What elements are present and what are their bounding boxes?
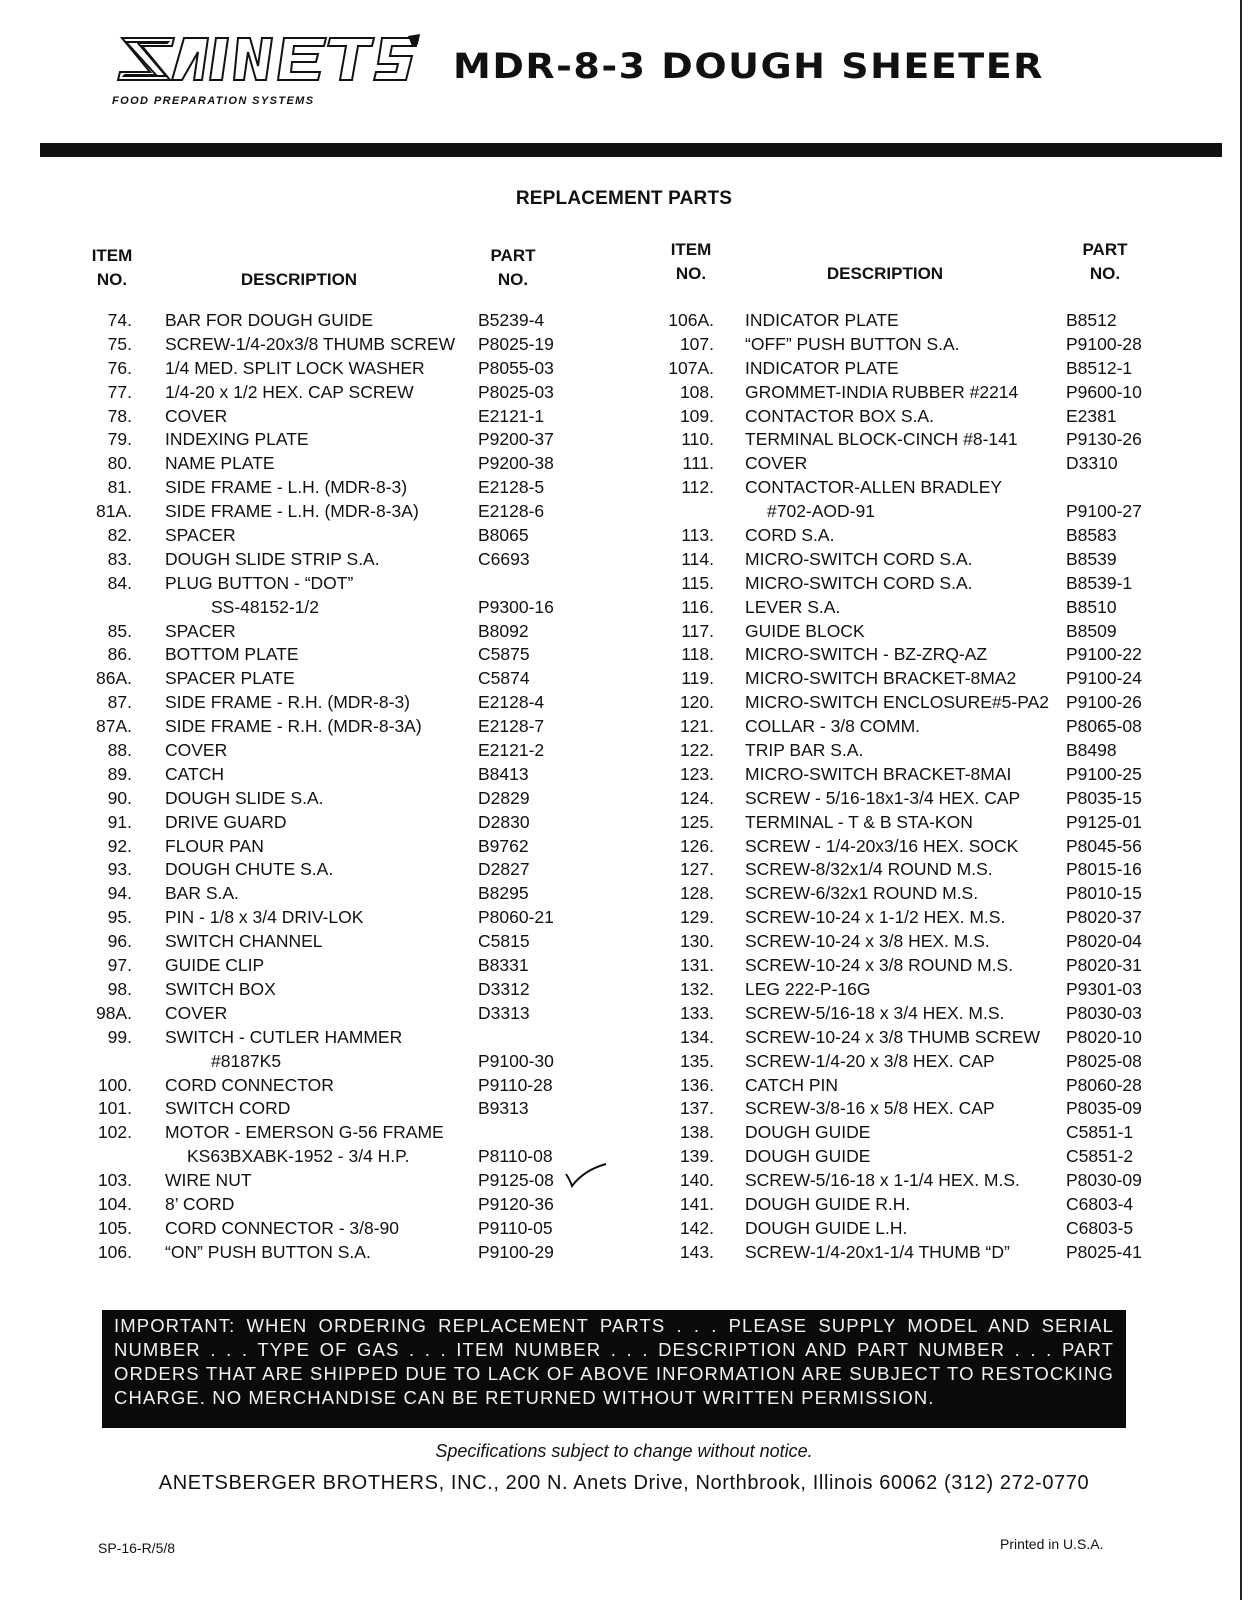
item-number: 76. — [107, 357, 132, 378]
parts-row — [0, 406, 1248, 430]
part-number: P9100-24 — [1066, 668, 1142, 689]
part-number: P8020-37 — [1066, 907, 1142, 928]
item-number: 103. — [97, 1170, 132, 1191]
part-number: P9130-26 — [1066, 429, 1142, 450]
item-description: GUIDE BLOCK — [745, 620, 865, 641]
item-number: 95. — [107, 907, 132, 928]
item-number: 77. — [107, 381, 132, 402]
item-description: SCREW-6/32x1 ROUND M.S. — [745, 883, 979, 904]
specs-note: Specifications subject to change without notice. — [435, 1441, 813, 1461]
item-description: MICRO-SWITCH ENCLOSURE#5-PA2 — [745, 692, 1050, 713]
item-description: MICRO-SWITCH BRACKET-8MAI — [745, 763, 1012, 784]
part-number: B8498 — [1066, 740, 1117, 761]
item-number: 124. — [679, 787, 714, 808]
header-part-line1: PART — [1082, 240, 1128, 259]
item-number: 78. — [107, 405, 132, 426]
item-number: 89. — [107, 763, 132, 784]
item-number: 83. — [107, 548, 132, 569]
part-number: P9200-38 — [478, 453, 554, 474]
item-number: 107. — [679, 333, 714, 354]
item-description: COLLAR - 3/8 COMM. — [745, 716, 921, 737]
item-number: 113. — [681, 525, 714, 546]
item-number: 111. — [682, 453, 714, 474]
parts-row — [0, 549, 1248, 573]
item-number: 79. — [107, 429, 132, 450]
part-number: B8331 — [478, 955, 529, 976]
item-number: 91. — [107, 811, 132, 832]
important-notice: IMPORTANT: WHEN ORDERING REPLACEMENT PARTS . . . PLEASE SUPPLY MODEL AND SERIAL NUMBER . . . TYPE OF GAS . . . ITEM NUMBER . . . DESCRIPTION AND PART NUMBER . . . PART ORDERS THAT ARE SHIPPED DUE TO LACK OF ABOVE INFORMATION ARE SUBJECT TO RESTOCKING CHARGE. NO MERCHANDISE CAN BE RETURNED WITHOUT WRITTEN PERMISSION. — [102, 1310, 1126, 1428]
part-number: B5239-4 — [478, 310, 545, 330]
part-number: B8092 — [478, 620, 529, 641]
item-description: CORD CONNECTOR — [165, 1074, 334, 1095]
parts-row — [0, 1194, 1248, 1218]
item-number: 129. — [679, 907, 714, 928]
part-number: P8110-08 — [478, 1146, 553, 1167]
item-number: 81. — [107, 477, 132, 498]
part-number: B8065 — [478, 525, 529, 546]
item-number: 118. — [681, 644, 714, 665]
item-description: TRIP BAR S.A. — [745, 740, 864, 761]
part-number: E2128-6 — [478, 501, 545, 522]
item-description: MICRO-SWITCH BRACKET-8MA2 — [745, 668, 1017, 689]
part-number: P8045-56 — [1066, 835, 1142, 856]
item-description: 1/4-20 x 1/2 HEX. CAP SCREW — [165, 381, 414, 402]
part-number: B8539-1 — [1066, 572, 1133, 593]
parts-row — [0, 501, 1248, 525]
item-number: 88. — [107, 740, 132, 761]
parts-row — [0, 453, 1248, 477]
item-number: 92. — [107, 835, 132, 856]
part-number: C6693 — [478, 548, 530, 569]
part-number: P9100-29 — [478, 1241, 554, 1262]
item-number: 104. — [97, 1193, 132, 1214]
item-description: SCREW-8/32x1/4 ROUND M.S. — [745, 859, 993, 880]
item-description: SCREW-10-24 x 1-1/2 HEX. M.S. — [745, 907, 1006, 928]
parts-row — [0, 644, 1248, 668]
parts-row — [0, 1146, 1248, 1170]
parts-row — [0, 716, 1248, 740]
header-rule — [40, 143, 1222, 157]
part-number: E2128-5 — [478, 477, 545, 498]
item-description: CONTACTOR BOX S.A. — [745, 405, 934, 426]
item-number: 112. — [681, 477, 714, 498]
item-number: 130. — [679, 931, 714, 952]
part-number: P9100-27 — [1066, 501, 1142, 522]
part-number: P9110-28 — [478, 1074, 553, 1095]
left-part-no-header — [478, 244, 548, 292]
item-description: COVER — [165, 405, 228, 426]
part-number: D2830 — [478, 811, 530, 832]
parts-row — [0, 429, 1248, 453]
parts-row — [0, 382, 1248, 406]
item-description: SCREW - 1/4-20x3/16 HEX. SOCK — [745, 835, 1019, 856]
section-title: REPLACEMENT PARTS — [515, 188, 733, 209]
item-number: 97. — [107, 955, 132, 976]
part-number: P9125-08 — [478, 1170, 554, 1191]
item-number: 106A. — [668, 310, 714, 330]
part-number: P9110-05 — [478, 1217, 553, 1238]
part-number: P9100-30 — [478, 1050, 554, 1071]
item-description: #702-AOD-91 — [767, 501, 875, 522]
parts-row — [0, 788, 1248, 812]
item-number: 136. — [679, 1074, 714, 1095]
item-number: 93. — [107, 859, 132, 880]
part-number: P9100-22 — [1066, 644, 1142, 665]
part-number: P8035-15 — [1066, 787, 1142, 808]
item-number: 142. — [679, 1217, 714, 1238]
item-number: 119. — [681, 668, 714, 689]
item-description: “ON” PUSH BUTTON S.A. — [165, 1241, 371, 1262]
part-number: P8025-03 — [478, 381, 554, 402]
part-number: C6803-4 — [1066, 1193, 1134, 1214]
item-description: NAME PLATE — [165, 453, 275, 474]
item-description: 1/4 MED. SPLIT LOCK WASHER — [165, 357, 425, 378]
part-number: P9100-28 — [1066, 333, 1142, 354]
item-description: #8187K5 — [211, 1050, 282, 1071]
item-number: 127. — [679, 859, 714, 880]
parts-row — [0, 692, 1248, 716]
parts-row — [0, 334, 1248, 358]
right-description-header: DESCRIPTION — [826, 264, 944, 283]
anets-logo — [112, 32, 422, 112]
parts-row — [0, 477, 1248, 501]
item-description: SPACER — [165, 620, 236, 641]
left-item-no-header — [82, 244, 142, 292]
item-number: 122. — [679, 740, 714, 761]
part-number: B8413 — [478, 763, 529, 784]
item-number: 121. — [679, 716, 714, 737]
part-number: E2121-1 — [478, 405, 545, 426]
item-description: DOUGH SLIDE STRIP S.A. — [165, 548, 380, 569]
parts-row — [0, 859, 1248, 883]
part-number: P9301-03 — [1066, 978, 1142, 999]
parts-row — [0, 1027, 1248, 1051]
handwritten-checkmark-icon — [564, 1162, 608, 1188]
item-number: 117. — [681, 620, 714, 641]
item-description: BOTTOM PLATE — [165, 644, 299, 665]
right-part-no-header — [1070, 238, 1140, 286]
part-number: P8015-16 — [1066, 859, 1142, 880]
parts-row — [0, 1098, 1248, 1122]
item-number: 138. — [679, 1122, 714, 1143]
item-description: SWITCH BOX — [165, 978, 276, 999]
parts-row — [0, 1003, 1248, 1027]
item-description: CATCH PIN — [745, 1074, 839, 1095]
part-number: P8055-03 — [478, 357, 554, 378]
item-description: SPACER — [165, 525, 236, 546]
part-number: P8025-41 — [1066, 1241, 1142, 1262]
item-number: 141. — [679, 1193, 714, 1214]
parts-row — [0, 668, 1248, 692]
parts-list-right — [0, 310, 1248, 1266]
item-description: SWITCH CHANNEL — [165, 931, 323, 952]
item-number: 82. — [107, 525, 132, 546]
item-description: CONTACTOR-ALLEN BRADLEY — [745, 477, 1003, 498]
item-number: 101. — [97, 1098, 132, 1119]
item-number: 116. — [681, 596, 714, 617]
item-number: 98. — [107, 978, 132, 999]
item-description: SCREW - 5/16-18x1-3/4 HEX. CAP — [745, 787, 1021, 808]
part-number: B8583 — [1066, 525, 1117, 546]
parts-row — [0, 573, 1248, 597]
header-item-line1: ITEM — [670, 240, 712, 259]
part-number: E2128-7 — [478, 716, 545, 737]
part-number: P8030-03 — [1066, 1002, 1142, 1023]
item-description: COVER — [165, 740, 228, 761]
item-description: SS-48152-1/2 — [211, 596, 319, 617]
parts-row — [0, 740, 1248, 764]
part-number: P8025-08 — [1066, 1050, 1142, 1071]
anets-logo-mark — [112, 32, 422, 94]
part-number: P9600-10 — [1066, 381, 1142, 402]
item-description: MOTOR - EMERSON G-56 FRAME — [165, 1122, 444, 1143]
item-number: 107A. — [668, 357, 714, 378]
item-description: LEG 222-P-16G — [745, 978, 871, 999]
item-description: DOUGH GUIDE R.H. — [745, 1193, 911, 1214]
parts-row — [0, 836, 1248, 860]
item-description: CATCH — [165, 763, 224, 784]
item-description: SCREW-10-24 x 3/8 ROUND M.S. — [745, 955, 1014, 976]
part-number: C5851-2 — [1066, 1146, 1134, 1167]
item-number: 131. — [679, 955, 714, 976]
parts-row — [0, 883, 1248, 907]
header-item-line2: NO. — [96, 270, 128, 289]
parts-row — [0, 1242, 1248, 1266]
item-number: 94. — [107, 883, 132, 904]
part-number: D3312 — [478, 978, 530, 999]
company-address: ANETSBERGER BROTHERS, INC., 200 N. Anets Drive, Northbrook, Illinois 60062 (312) 272-0770 — [158, 1472, 1090, 1494]
item-number: 102. — [97, 1122, 132, 1143]
item-description: MICRO-SWITCH CORD S.A. — [745, 548, 973, 569]
part-number: P8025-19 — [478, 333, 554, 354]
parts-row — [0, 597, 1248, 621]
item-description: MICRO-SWITCH - BZ-ZRQ-AZ — [745, 644, 988, 665]
printed-in: Printed in U.S.A. — [1000, 1536, 1104, 1552]
item-description: DOUGH SLIDE S.A. — [165, 787, 324, 808]
item-description: INDICATOR PLATE — [745, 310, 899, 330]
item-number: 125. — [679, 811, 714, 832]
parts-row — [0, 764, 1248, 788]
item-number: 128. — [679, 883, 714, 904]
item-number: 120. — [679, 692, 714, 713]
part-number: P8030-09 — [1066, 1170, 1142, 1191]
header-item-line2: NO. — [675, 264, 707, 283]
item-number: 86. — [107, 644, 132, 665]
part-number: E2381 — [1066, 405, 1117, 426]
header-part-line2: NO. — [1089, 264, 1121, 283]
part-number: D2829 — [478, 787, 530, 808]
item-number: 108. — [679, 381, 714, 402]
item-description: SIDE FRAME - R.H. (MDR-8-3) — [165, 692, 410, 713]
item-number: 110. — [681, 429, 714, 450]
item-number: 106. — [97, 1241, 132, 1262]
part-number: P8065-08 — [1066, 716, 1142, 737]
item-number: 135. — [679, 1050, 714, 1071]
item-number: 140. — [679, 1170, 714, 1191]
item-number: 90. — [107, 787, 132, 808]
item-description: SWITCH - CUTLER HAMMER — [165, 1026, 403, 1047]
part-number: P8020-31 — [1066, 955, 1142, 976]
item-number: 105. — [97, 1217, 132, 1238]
item-description: TERMINAL BLOCK-CINCH #8-141 — [745, 429, 1018, 450]
part-number: B8512-1 — [1066, 357, 1133, 378]
parts-row — [0, 621, 1248, 645]
item-number: 87A. — [96, 716, 132, 737]
part-number: B8510 — [1066, 596, 1117, 617]
item-description: SWITCH CORD — [165, 1098, 291, 1119]
item-number: 143. — [679, 1241, 714, 1262]
parts-row — [0, 1075, 1248, 1099]
item-number: 123. — [679, 763, 714, 784]
item-description: SCREW-1/4-20x1-1/4 THUMB “D” — [745, 1241, 1010, 1262]
item-description: BAR S.A. — [165, 883, 239, 904]
item-description: SIDE FRAME - L.H. (MDR-8-3A) — [165, 501, 419, 522]
header-part-line1: PART — [490, 246, 536, 265]
item-description: CORD S.A. — [745, 525, 835, 546]
part-number: P9100-26 — [1066, 692, 1142, 713]
part-number: P8060-21 — [478, 907, 554, 928]
item-number: 139. — [679, 1146, 714, 1167]
item-description: 8’ CORD — [165, 1193, 235, 1214]
item-number: 126. — [679, 835, 714, 856]
item-number: 134. — [679, 1026, 714, 1047]
part-number: P9125-01 — [1066, 811, 1142, 832]
part-number: B8539 — [1066, 548, 1117, 569]
part-number: P9120-36 — [478, 1193, 554, 1214]
parts-row — [0, 1051, 1248, 1075]
item-description: DRIVE GUARD — [165, 811, 287, 832]
item-description: COVER — [745, 453, 808, 474]
left-description-header: DESCRIPTION — [240, 270, 358, 289]
parts-row — [0, 979, 1248, 1003]
item-description: GUIDE CLIP — [165, 955, 265, 976]
item-description: COVER — [165, 1002, 228, 1023]
part-number: P8060-28 — [1066, 1074, 1142, 1095]
item-description: BAR FOR DOUGH GUIDE — [165, 310, 374, 330]
document-title: MDR-8-3 DOUGH SHEETER — [453, 46, 1044, 87]
brand-subtitle: FOOD PREPARATION SYSTEMS — [112, 95, 315, 107]
part-number: E2121-2 — [478, 740, 545, 761]
part-number: C5815 — [478, 931, 530, 952]
item-description: MICRO-SWITCH CORD S.A. — [745, 572, 973, 593]
item-number: 98A. — [96, 1002, 132, 1023]
part-number: E2128-4 — [478, 692, 545, 713]
part-number: D2827 — [478, 859, 530, 880]
item-number: 115. — [681, 572, 714, 593]
part-number: C5874 — [478, 668, 530, 689]
item-description: KS63BXABK-1952 - 3/4 H.P. — [187, 1146, 410, 1167]
item-number: 132. — [679, 978, 714, 999]
item-description: PLUG BUTTON - “DOT” — [165, 572, 354, 593]
header-item-line1: ITEM — [91, 246, 133, 265]
part-number: P9300-16 — [478, 596, 554, 617]
item-description: SIDE FRAME - L.H. (MDR-8-3) — [165, 477, 408, 498]
item-number: 109. — [679, 405, 714, 426]
item-description: LEVER S.A. — [745, 596, 841, 617]
item-number: 80. — [107, 453, 132, 474]
parts-row — [0, 812, 1248, 836]
part-number: D3310 — [1066, 453, 1118, 474]
item-description: SCREW-1/4-20 x 3/8 HEX. CAP — [745, 1050, 995, 1071]
part-number: P8020-04 — [1066, 931, 1142, 952]
part-number: B8512 — [1066, 310, 1117, 330]
item-number: 84. — [107, 572, 132, 593]
part-number: P9100-25 — [1066, 763, 1142, 784]
item-description: WIRE NUT — [165, 1170, 252, 1191]
part-number: P8010-15 — [1066, 883, 1142, 904]
parts-row — [0, 955, 1248, 979]
item-number: 75. — [107, 333, 132, 354]
part-number: C6803-5 — [1066, 1217, 1134, 1238]
item-description: PIN - 1/8 x 3/4 DRIV-LOK — [165, 907, 364, 928]
item-description: “OFF” PUSH BUTTON S.A. — [745, 333, 960, 354]
part-number: C5875 — [478, 644, 530, 665]
part-number: P8035-09 — [1066, 1098, 1142, 1119]
part-number: P9200-37 — [478, 429, 554, 450]
parts-row — [0, 310, 1248, 334]
item-number: 137. — [679, 1098, 714, 1119]
header-part-line2: NO. — [497, 270, 529, 289]
parts-row — [0, 358, 1248, 382]
item-number: 86A. — [96, 668, 132, 689]
parts-row — [0, 1170, 1248, 1194]
parts-row — [0, 1122, 1248, 1146]
item-number: 85. — [107, 620, 132, 641]
item-number: 99. — [107, 1026, 132, 1047]
item-description: SCREW-3/8-16 x 5/8 HEX. CAP — [745, 1098, 995, 1119]
parts-row — [0, 931, 1248, 955]
item-description: SCREW-10-24 x 3/8 HEX. M.S. — [745, 931, 990, 952]
item-description: SIDE FRAME - R.H. (MDR-8-3A) — [165, 716, 422, 737]
item-description: SPACER PLATE — [165, 668, 295, 689]
item-number: 81A. — [96, 501, 132, 522]
item-number: 114. — [681, 548, 714, 569]
part-number: B8295 — [478, 883, 529, 904]
item-description: DOUGH GUIDE L.H. — [745, 1217, 908, 1238]
parts-row — [0, 525, 1248, 549]
item-number: 100. — [97, 1074, 132, 1095]
item-description: TERMINAL - T & B STA-KON — [745, 811, 973, 832]
item-description: SCREW-5/16-18 x 1-1/4 HEX. M.S. — [745, 1170, 1020, 1191]
part-number: D3313 — [478, 1002, 530, 1023]
item-description: DOUGH GUIDE — [745, 1146, 871, 1167]
item-description: SCREW-5/16-18 x 3/4 HEX. M.S. — [745, 1002, 1005, 1023]
item-number: 133. — [679, 1002, 714, 1023]
item-number: 74. — [107, 310, 132, 330]
parts-row — [0, 907, 1248, 931]
form-number: SP-16-R/5/8 — [98, 1540, 176, 1556]
item-description: SCREW-10-24 x 3/8 THUMB SCREW — [745, 1026, 1040, 1047]
item-description: DOUGH GUIDE — [745, 1122, 871, 1143]
item-description: SCREW-1/4-20x3/8 THUMB SCREW — [165, 333, 456, 354]
item-description: FLOUR PAN — [165, 835, 264, 856]
part-number: B9313 — [478, 1098, 529, 1119]
item-number: 87. — [107, 692, 132, 713]
right-item-no-header — [656, 238, 726, 286]
parts-row — [0, 1218, 1248, 1242]
part-number: B9762 — [478, 835, 529, 856]
part-number: C5851-1 — [1066, 1122, 1134, 1143]
item-description: INDICATOR PLATE — [745, 357, 899, 378]
item-description: INDEXING PLATE — [165, 429, 309, 450]
item-number: 96. — [107, 931, 132, 952]
item-description: CORD CONNECTOR - 3/8-90 — [165, 1217, 400, 1238]
item-description: DOUGH CHUTE S.A. — [165, 859, 334, 880]
part-number: B8509 — [1066, 620, 1117, 641]
item-description: GROMMET-INDIA RUBBER #2214 — [745, 381, 1019, 402]
part-number: P8020-10 — [1066, 1026, 1142, 1047]
